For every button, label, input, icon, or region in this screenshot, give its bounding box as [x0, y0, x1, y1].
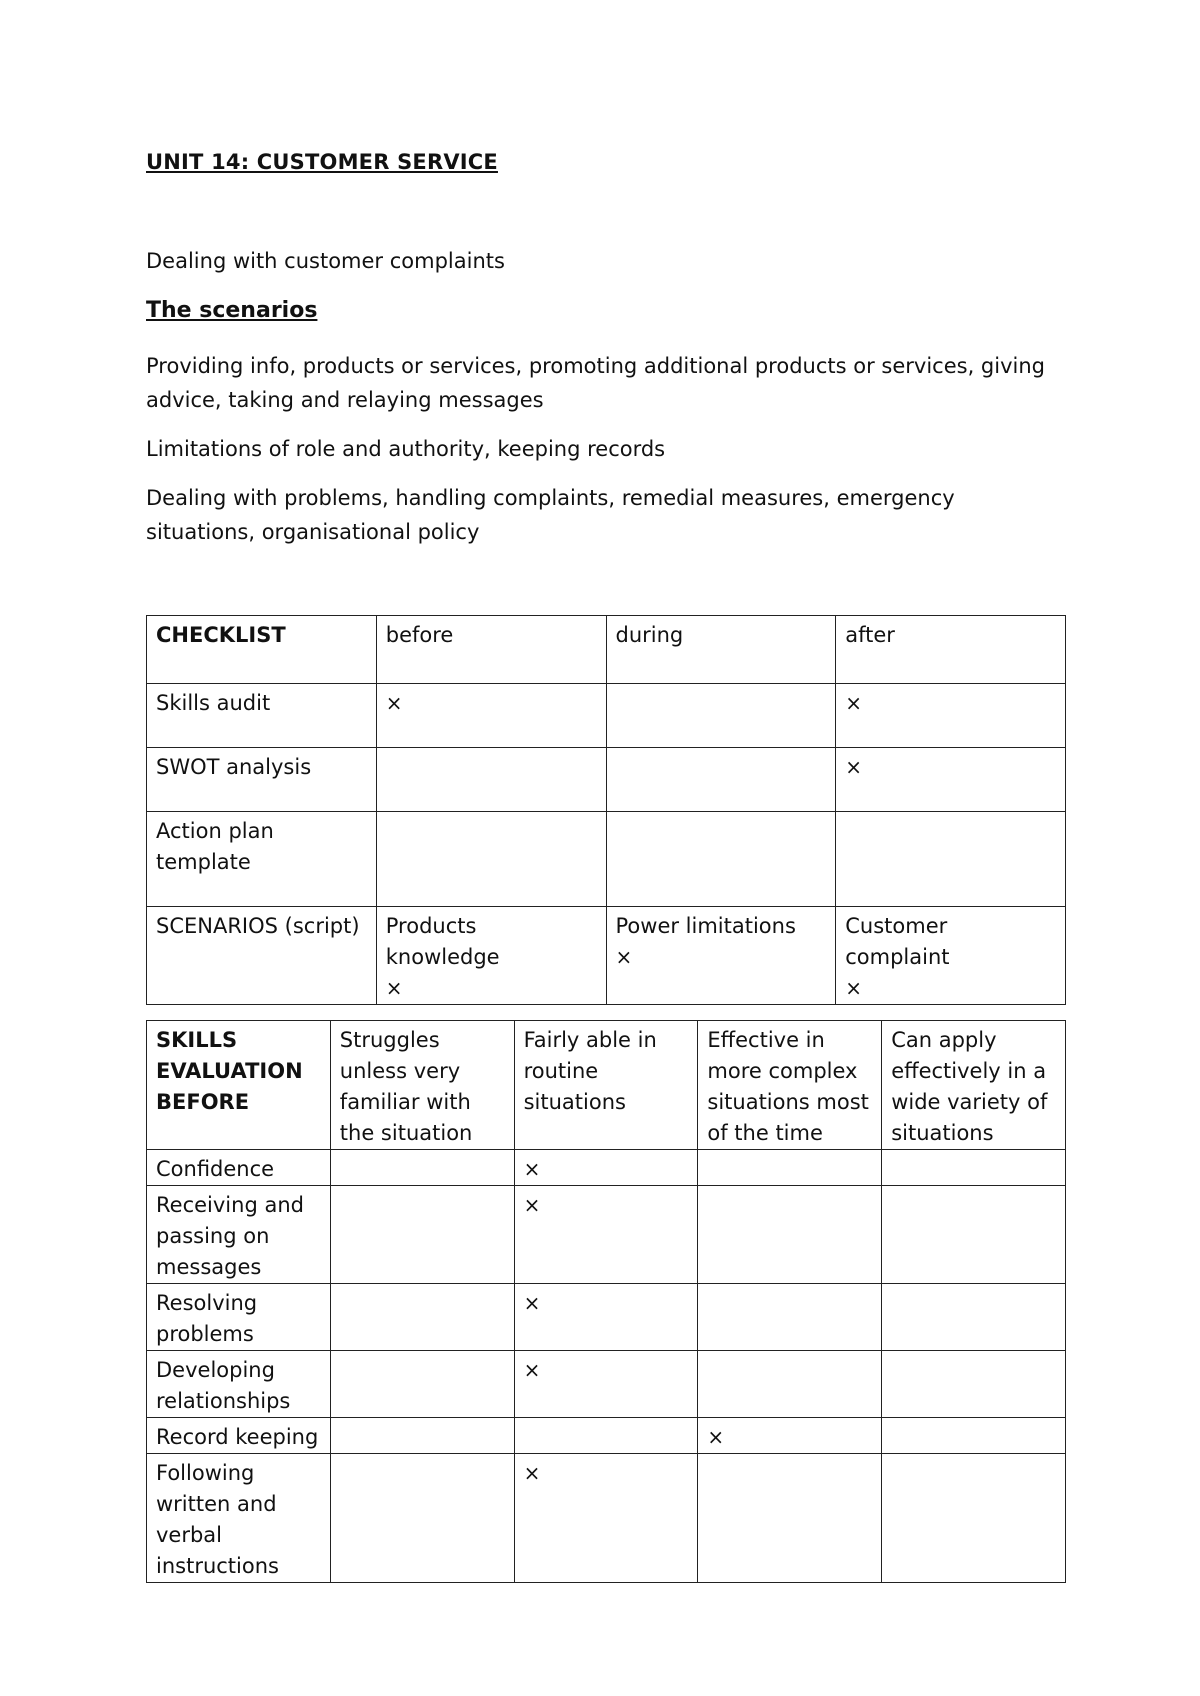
checklist-cell-before — [376, 907, 606, 1005]
unit-title: UNIT 14: CUSTOMER SERVICE — [146, 150, 498, 174]
skills-row — [147, 1186, 1066, 1284]
skills-cell — [698, 1454, 882, 1583]
skills-cell — [698, 1186, 882, 1284]
skills-row — [147, 1454, 1066, 1583]
checklist-row-label: SCENARIOS (script) — [147, 907, 377, 1005]
checklist-cell-after — [836, 812, 1066, 907]
checklist-cell-before — [376, 812, 606, 907]
skills-cell — [698, 1351, 882, 1418]
skills-cell — [698, 1150, 882, 1186]
checklist-row — [147, 907, 1066, 1005]
skills-row — [147, 1351, 1066, 1418]
checklist-row — [147, 748, 1066, 812]
skills-cell — [330, 1454, 514, 1583]
checklist-cell-during — [606, 812, 836, 907]
skills-cell — [330, 1284, 514, 1351]
skills-cell — [330, 1186, 514, 1284]
checklist-header-before: before — [376, 616, 606, 684]
checklist-header-after: after — [836, 616, 1066, 684]
checklist-header-row — [147, 616, 1066, 684]
checklist-cell-mark: × — [385, 976, 403, 1000]
skills-cell: × — [514, 1150, 698, 1186]
scenarios-heading: The scenarios — [146, 298, 318, 323]
checklist-row-label: Skills audit — [147, 684, 377, 748]
scenario-paragraph-3: Dealing with problems, handling complaints, remedial measures, emergency situations, organisational policy — [146, 486, 955, 544]
skills-row — [147, 1418, 1066, 1454]
checklist-cell-mark: × — [615, 945, 633, 969]
checklist-row — [147, 812, 1066, 907]
skills-cell — [882, 1351, 1066, 1418]
skills-header-level-1: Struggles unless very familiar with the situation — [330, 1021, 514, 1150]
checklist-row — [147, 684, 1066, 748]
checklist-table — [146, 615, 1066, 1005]
skills-cell — [514, 1418, 698, 1454]
checklist-cell-after: × — [836, 684, 1066, 748]
checklist-cell-after: × — [836, 748, 1066, 812]
skills-row-label: Confidence — [147, 1150, 331, 1186]
skills-cell: × — [514, 1454, 698, 1583]
checklist-row-label: Action plan template — [147, 812, 377, 907]
skills-cell: × — [514, 1351, 698, 1418]
skills-cell — [882, 1150, 1066, 1186]
skills-row-label: Resolving problems — [147, 1284, 331, 1351]
checklist-cell-text: Customer complaint — [845, 914, 950, 969]
checklist-header-during: during — [606, 616, 836, 684]
skills-header-row — [147, 1021, 1066, 1150]
skills-row — [147, 1284, 1066, 1351]
skills-row-label: Receiving and passing on messages — [147, 1186, 331, 1284]
checklist-cell-text: Power limitations — [615, 914, 796, 938]
checklist-cell-during — [606, 907, 836, 1005]
skills-cell — [882, 1186, 1066, 1284]
skills-header-level-3: Effective in more complex situations most of the time — [698, 1021, 882, 1150]
skills-evaluation-table — [146, 1020, 1066, 1583]
document-subtitle: Dealing with customer complaints — [146, 249, 505, 273]
skills-cell — [882, 1454, 1066, 1583]
checklist-cell-before — [376, 748, 606, 812]
checklist-header-label: CHECKLIST — [147, 616, 377, 684]
skills-cell: × — [514, 1284, 698, 1351]
skills-header-level-4: Can apply effectively in a wide variety of situations — [882, 1021, 1066, 1150]
skills-row — [147, 1150, 1066, 1186]
skills-row-label: Record keeping — [147, 1418, 331, 1454]
checklist-cell-mark: × — [845, 976, 863, 1000]
scenario-paragraph-2: Limitations of role and authority, keeping records — [146, 437, 666, 461]
skills-cell: × — [698, 1418, 882, 1454]
skills-cell — [330, 1150, 514, 1186]
checklist-row-label: SWOT analysis — [147, 748, 377, 812]
skills-cell — [882, 1418, 1066, 1454]
skills-header-label: SKILLS EVALUATION BEFORE — [147, 1021, 331, 1150]
checklist-cell-during — [606, 748, 836, 812]
checklist-cell-during — [606, 684, 836, 748]
skills-cell — [330, 1351, 514, 1418]
skills-cell — [882, 1284, 1066, 1351]
checklist-cell-after — [836, 907, 1066, 1005]
skills-cell — [698, 1284, 882, 1351]
skills-header-level-2: Fairly able in routine situations — [514, 1021, 698, 1150]
scenario-paragraph-1: Providing info, products or services, promoting additional products or services, giving advice, taking and relaying messages — [146, 354, 1045, 412]
skills-cell: × — [514, 1186, 698, 1284]
checklist-cell-before: × — [376, 684, 606, 748]
skills-cell — [330, 1418, 514, 1454]
skills-row-label: Following written and verbal instructions — [147, 1454, 331, 1583]
skills-row-label: Developing relationships — [147, 1351, 331, 1418]
checklist-cell-text: Products knowledge — [385, 914, 500, 969]
